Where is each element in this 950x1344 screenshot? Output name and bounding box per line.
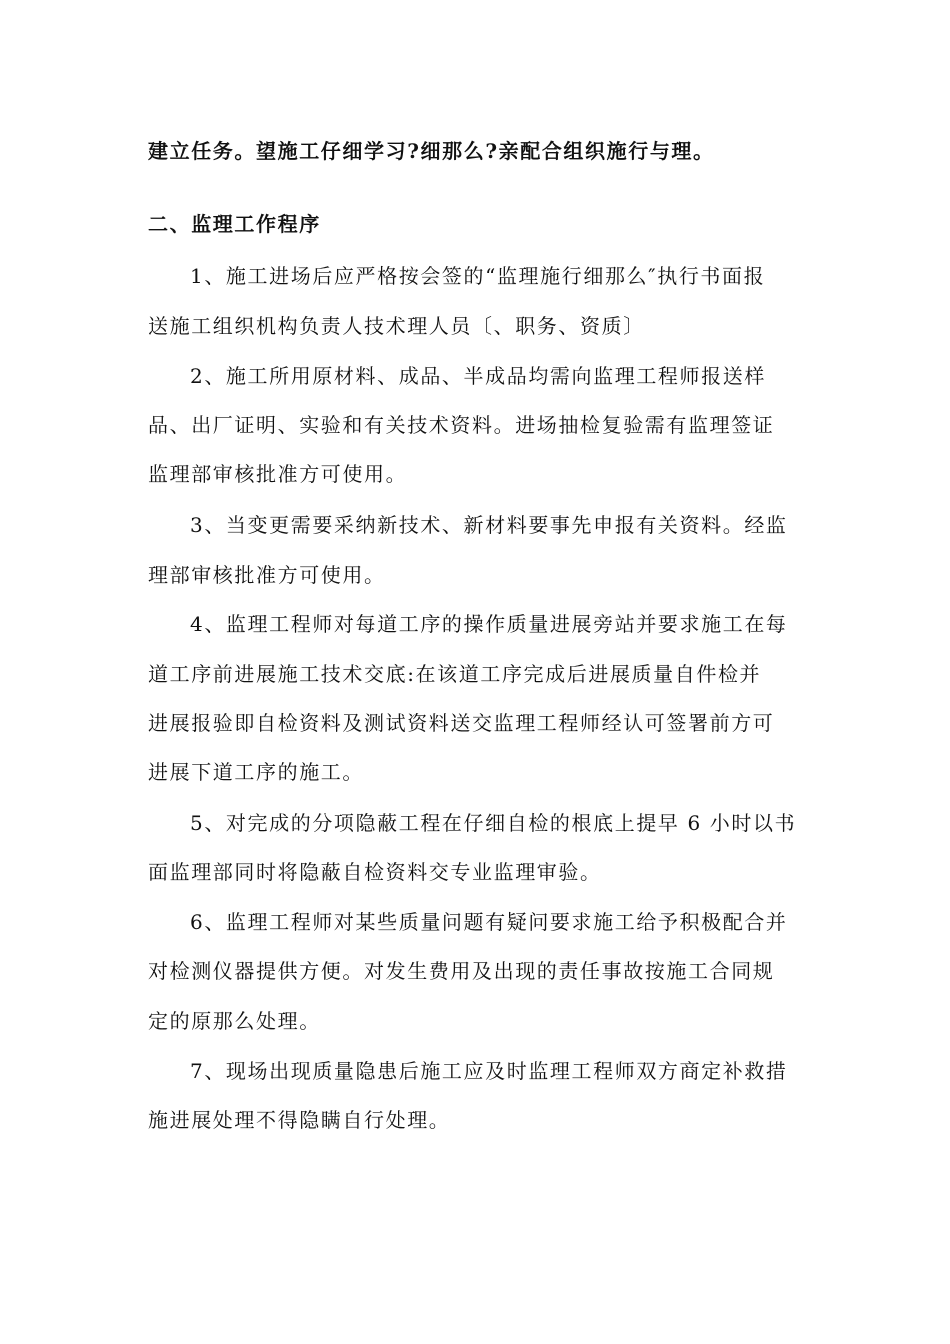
intro-line: 建立任务。望施工仔细学习?细那么?亲配合组织施行与理。: [148, 139, 715, 163]
paragraph-line: 5、对完成的分项隐蔽工程在仔细自检的根底上提早 6 小时以书: [190, 811, 797, 835]
paragraph-line: 1、施工进场后应严格按会签的“监理施行细那么″执行书面报: [190, 264, 766, 288]
paragraph-line: 3、当变更需要采纳新技术、新材料要事先申报有关资料。经监: [190, 513, 788, 537]
paragraph-line: 进展报验即自检资料及测试资料送交监理工程师经认可签署前方可: [148, 711, 775, 735]
paragraph-line: 面监理部同时将隐蔽自检资料交专业监理审验。: [148, 860, 602, 884]
paragraph-line: 进展下道工序的施工。: [148, 760, 364, 784]
paragraph-line: 理部审核批准方可使用。: [148, 563, 386, 587]
paragraph-line: 对检测仪器提供方便。对发生费用及出现的责任事故按施工合同规: [148, 959, 775, 983]
paragraph-line: 施进展处理不得隐瞒自行处理。: [148, 1108, 451, 1132]
paragraph-line: 定的原那么处理。: [148, 1009, 321, 1033]
paragraph-line: 6、监理工程师对某些质量问题有疑问要求施工给予积极配合并: [190, 910, 788, 934]
paragraph-line: 送施工组织机构负责人技术理人员〔、职务、资质〕: [148, 314, 645, 338]
paragraph-line: 2、施工所用原材料、成品、半成品均需向监理工程师报送样: [190, 364, 766, 388]
paragraph-line: 4、监理工程师对每道工序的操作质量进展旁站并要求施工在每: [190, 612, 788, 636]
paragraph-line: 道工序前进展施工技术交底:在该道工序完成后进展质量自件检并: [148, 662, 762, 686]
paragraph-line: 7、现场出现质量隐患后施工应及时监理工程师双方商定补救措: [190, 1059, 788, 1083]
paragraph-line: 品、出厂证明、实验和有关技术资料。进场抽检复验需有监理签证: [148, 413, 775, 437]
paragraph-line: 监理部审核批准方可使用。: [148, 462, 408, 486]
section-heading: 二、监理工作程序: [148, 212, 321, 236]
